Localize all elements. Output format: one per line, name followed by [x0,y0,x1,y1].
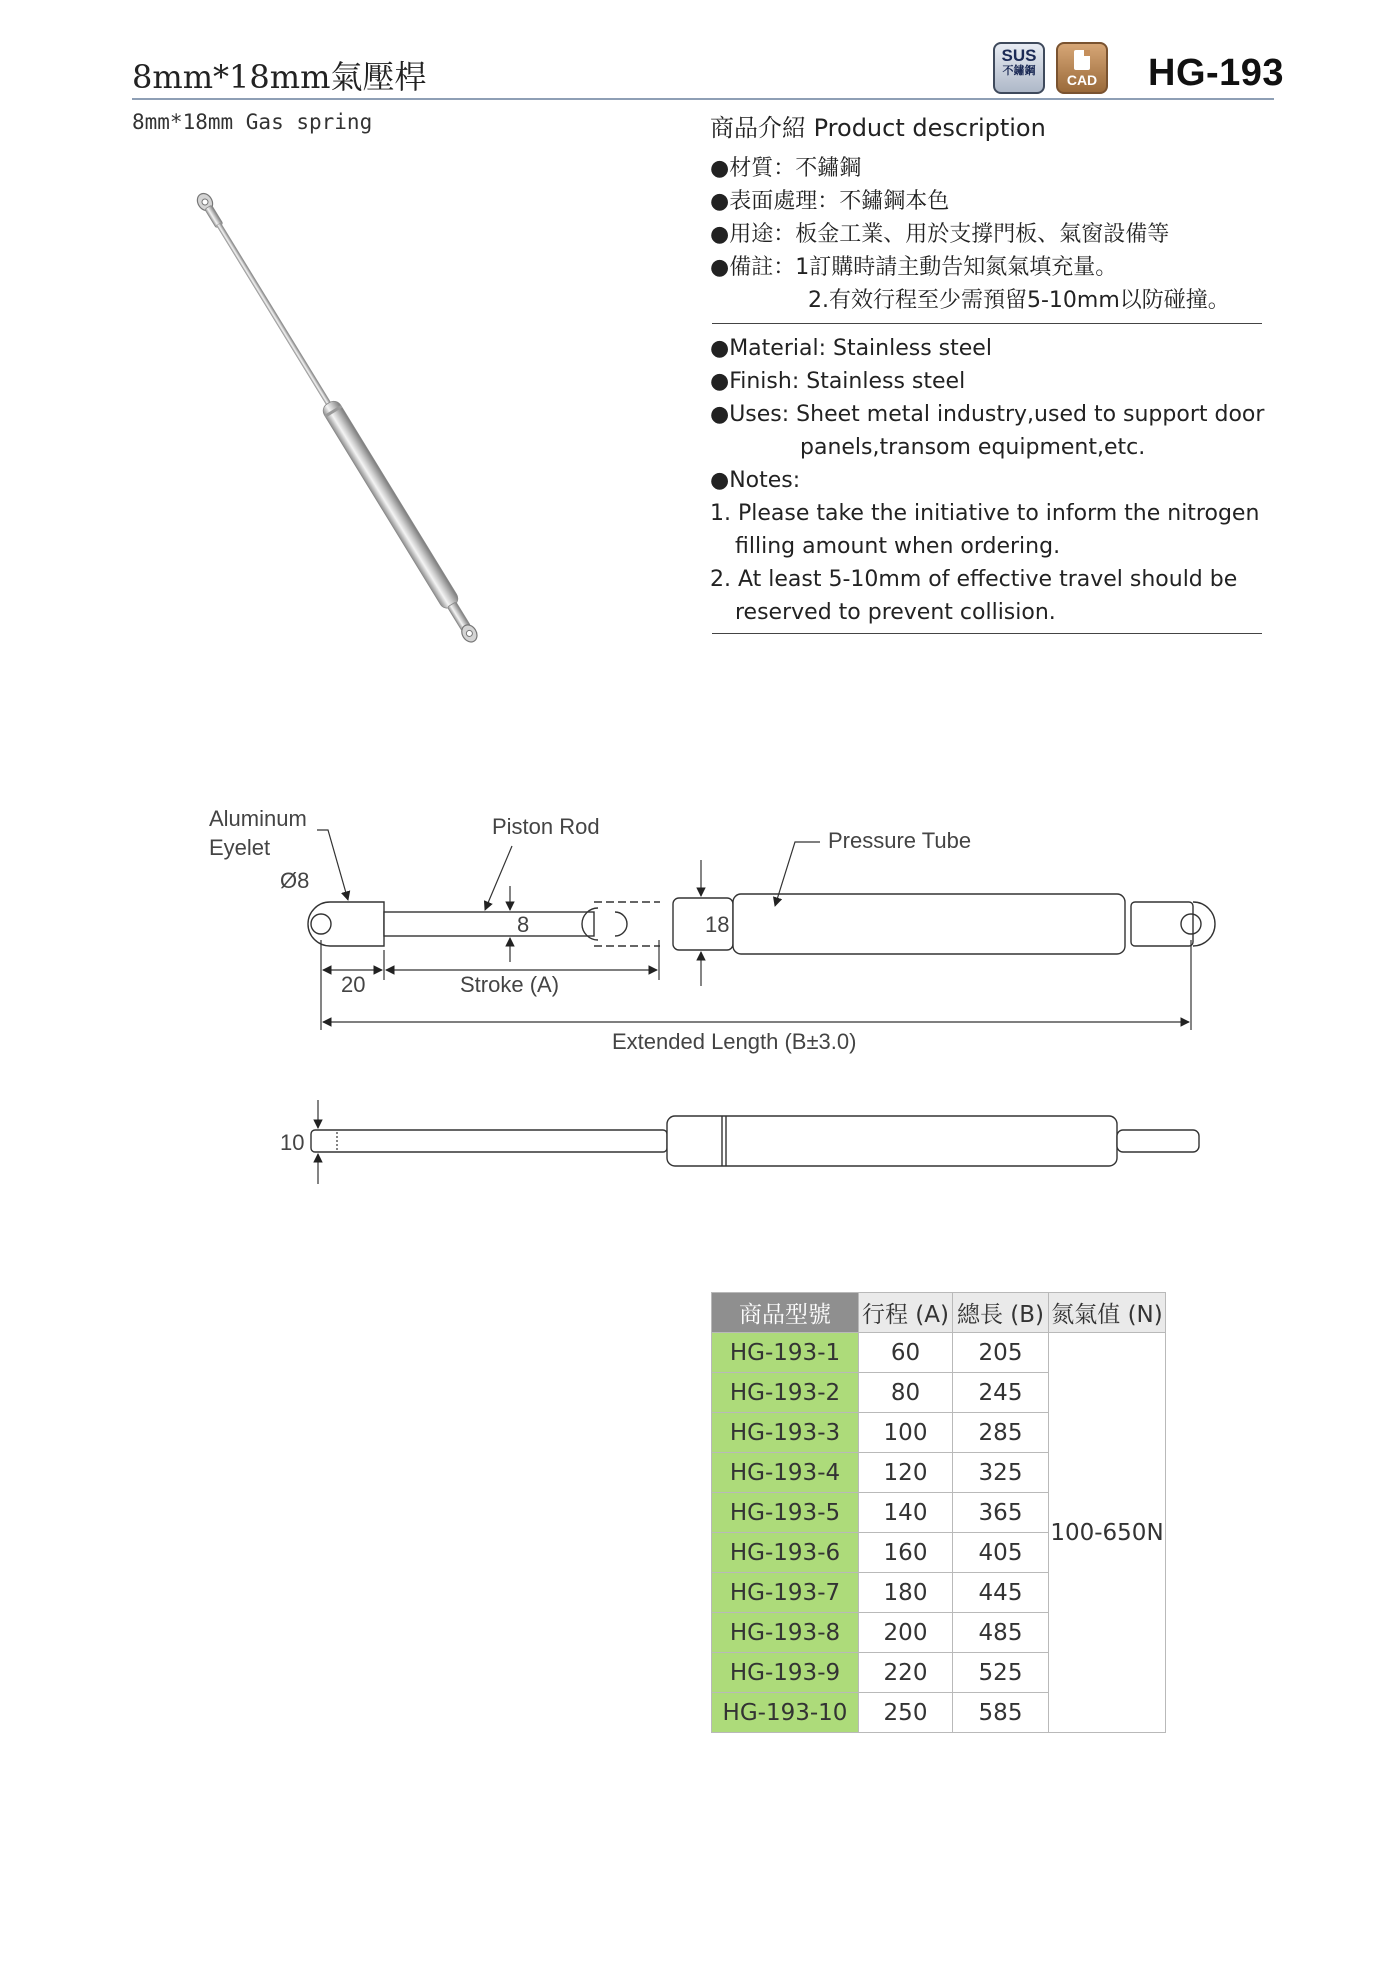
description-bottom-divider [712,633,1262,634]
en-material: ●Material: Stainless steel [710,336,992,361]
length-cell: 205 [953,1333,1049,1373]
length-cell: 485 [953,1613,1049,1653]
model-cell: HG-193-7 [712,1573,859,1613]
length-cell: 285 [953,1413,1049,1453]
sus-badge-sublabel: 不鏽鋼 [1002,64,1036,77]
en-note-1: 1. Please take the initiative to inform the nitrogen [710,501,1260,526]
spec-table [711,1292,1166,1733]
document-icon [1074,50,1090,70]
en-uses-cont: panels,transom equipment,etc. [800,435,1146,460]
nitrogen-cell: 100-650N [1049,1333,1166,1733]
en-note-1-cont: filling amount when ordering. [735,534,1061,559]
en-note-2-cont: reserved to prevent collision. [735,600,1056,625]
length-cell: 365 [953,1493,1049,1533]
header-stroke: 行程 (A) [859,1293,953,1333]
length-cell: 325 [953,1453,1049,1493]
zh-material: ●材質：不鏽鋼 [710,156,862,181]
header-model: 商品型號 [712,1293,859,1333]
label-aluminum: Aluminum [209,806,307,831]
en-finish: ●Finish: Stainless steel [710,369,966,394]
label-extended-length: Extended Length (B±3.0) [612,1029,857,1054]
model-cell: HG-193-5 [712,1493,859,1533]
description-divider [712,323,1262,324]
drawing-eyelet [308,902,384,946]
description-heading: 商品介紹 Product description [710,114,1046,142]
cad-download-badge[interactable] [1056,42,1108,94]
model-cell: HG-193-3 [712,1413,859,1453]
model-cell: HG-193-9 [712,1653,859,1693]
en-note-2: 2. At least 5-10mm of effective travel should be [710,567,1238,592]
length-cell: 585 [953,1693,1049,1733]
sus-badge-label: SUS [1001,46,1037,65]
length-cell: 245 [953,1373,1049,1413]
model-number: HG-193 [1148,52,1285,94]
drawing-piston-rod [384,912,594,936]
stroke-cell: 140 [859,1493,953,1533]
label-side-dimension: 10 [280,1130,305,1155]
label-eyelet: Eyelet [209,835,271,860]
stroke-cell: 80 [859,1373,953,1413]
drawing-pressure-tube [733,894,1125,954]
technical-drawing [0,790,1400,1210]
page-title: 8mm*18mm氣壓桿 [132,58,427,96]
stroke-cell: 160 [859,1533,953,1573]
label-stroke: Stroke (A) [460,972,560,997]
en-uses: ●Uses: Sheet metal industry,used to support door [710,402,1265,427]
gas-spring-photo [190,190,590,730]
model-cell: HG-193-4 [712,1453,859,1493]
stroke-cell: 250 [859,1693,953,1733]
page-subtitle: 8mm*18mm Gas spring [132,110,373,134]
zh-notes: ●備註：1訂購時請主動告知氮氣填充量。 [710,255,1118,280]
zh-notes-2: 2.有效行程至少需預留5-10mm以防碰撞。 [808,288,1230,313]
model-cell: HG-193-8 [712,1613,859,1653]
stroke-cell: 180 [859,1573,953,1613]
header-nitrogen: 氮氣值 (N) [1049,1293,1166,1333]
length-cell: 525 [953,1653,1049,1693]
table-row [712,1333,1166,1373]
label-tube-dimension: 18 [705,912,730,937]
stroke-cell: 100 [859,1413,953,1453]
zh-finish: ●表面處理：不鏽鋼本色 [710,189,950,214]
stroke-cell: 60 [859,1333,953,1373]
stroke-cell: 200 [859,1613,953,1653]
side-view-rod [311,1130,667,1152]
length-cell: 405 [953,1533,1049,1573]
cad-badge-label: CAD [1066,72,1098,88]
length-cell: 445 [953,1573,1049,1613]
side-view-tube [667,1116,1117,1166]
model-cell: HG-193-10 [712,1693,859,1733]
sus-stainless-badge [993,42,1045,94]
label-eyelet-length: 20 [341,972,366,997]
header-divider [132,98,1274,100]
zh-uses: ●用途：板金工業、用於支撐門板、氣窗設備等 [710,222,1170,247]
model-cell: HG-193-6 [712,1533,859,1573]
photo-piston-rod [216,223,331,406]
model-cell: HG-193-1 [712,1333,859,1373]
header-length: 總長 (B) [953,1293,1049,1333]
label-piston-rod: Piston Rod [492,814,600,839]
en-notes: ●Notes: [710,468,801,493]
stroke-cell: 220 [859,1653,953,1693]
stroke-cell: 120 [859,1453,953,1493]
photo-pressure-tube [320,398,461,611]
label-rod-dimension: 8 [517,912,530,937]
table-header-row [712,1293,1166,1333]
model-cell: HG-193-2 [712,1373,859,1413]
label-pressure-tube: Pressure Tube [828,828,972,853]
label-eyelet-diameter: Ø8 [280,868,310,893]
